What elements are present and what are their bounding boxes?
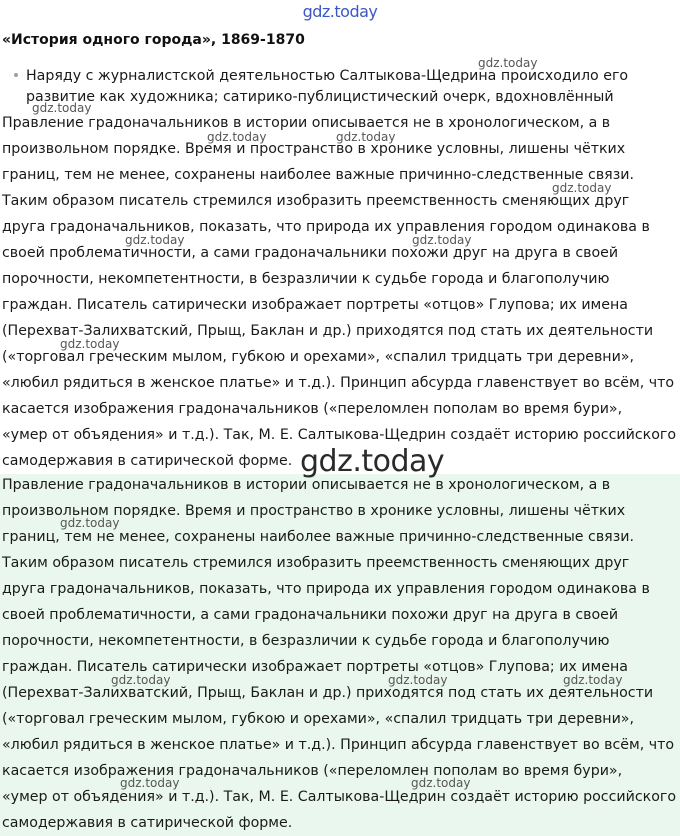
text-line: произвольном порядке. Время и пространство в хронике условны, лишены чётких	[2, 503, 626, 519]
text-line: Таким образом писатель стремился изобразить преемственность сменяющих друг	[2, 193, 630, 209]
text-line: «умер от объядения» и т.д.). Так, М. Е. Салтыкова-Щедрин создаёт историю российского	[2, 789, 677, 805]
watermark: gdz.today	[207, 130, 267, 144]
text-line: Правление градоначальников в истории описывается не в хронологическом, а в	[2, 115, 611, 131]
text-line: самодержавия в сатирической форме.	[2, 815, 293, 831]
text-line: Правление градоначальников в истории описывается не в хронологическом, а в	[2, 477, 611, 493]
text-line: своей проблематичности, а сами градоначальники похожи друг на друга в своей	[2, 607, 619, 623]
text-line: («торговал греческим мылом, губкою и орехами», «спалил тридцать три деревни»,	[2, 711, 634, 727]
text-line: порочности, некомпетентности, в безразличии к судьбе города и благополучию	[2, 633, 610, 649]
site-logo[interactable]: gdz.today	[302, 2, 378, 21]
text-line: (Перехват-Залихватский, Прыщ, Баклан и др.) приходятся под стать их деятельности	[2, 323, 654, 339]
watermark: gdz.today	[120, 776, 180, 790]
bullet-line: развитие как художника; сатирико-публицистический очерк, вдохновлённый	[26, 89, 614, 105]
text-line: касается изображения градоначальников («переломлен пополам во время бури»,	[2, 763, 623, 779]
text-line: произвольном порядке. Время и пространство в хронике условны, лишены чётких	[2, 141, 626, 157]
text-line: граждан. Писатель сатирически изображает портреты «отцов» Глупова; их имена	[2, 659, 628, 675]
section-title: «История одного города», 1869-1870	[2, 32, 305, 48]
text-line: граждан. Писатель сатирически изображает портреты «отцов» Глупова; их имена	[2, 297, 628, 313]
large-watermark: gdz.today	[300, 444, 445, 479]
text-line: друга градоначальников, показать, что природа их управления городом одинакова в	[2, 581, 650, 597]
text-line: границ, тем не менее, сохранены наиболее важные причинно-следственные связи.	[2, 529, 634, 545]
watermark: gdz.today	[388, 673, 448, 687]
text-line: касается изображения градоначальников («переломлен пополам во время бури»,	[2, 401, 623, 417]
watermark: gdz.today	[125, 233, 185, 247]
watermark: gdz.today	[32, 101, 92, 115]
watermark: gdz.today	[111, 673, 171, 687]
text-line: друга градоначальников, показать, что природа их управления городом одинакова в	[2, 219, 650, 235]
watermark: gdz.today	[60, 337, 120, 351]
watermark: gdz.today	[563, 673, 623, 687]
text-line: границ, тем не менее, сохранены наиболее важные причинно-следственные связи.	[2, 167, 634, 183]
text-line: порочности, некомпетентности, в безразличии к судьбе города и благополучию	[2, 271, 610, 287]
bullet-line: Наряду с журналистской деятельностью Салтыкова-Щедрина происходило его	[26, 68, 629, 84]
text-line: «любил рядиться в женское платье» и т.д.). Принцип абсурда главенствует во всём, что	[2, 737, 675, 753]
watermark: gdz.today	[412, 233, 472, 247]
watermark: gdz.today	[478, 56, 538, 70]
text-line: самодержавия в сатирической форме.	[2, 453, 293, 469]
bullet-dot-icon	[14, 73, 18, 77]
watermark: gdz.today	[411, 776, 471, 790]
text-line: («торговал греческим мылом, губкою и орехами», «спалил тридцать три деревни»,	[2, 349, 634, 365]
watermark: gdz.today	[552, 181, 612, 195]
text-line: своей проблематичности, а сами градоначальники похожи друг на друга в своей	[2, 245, 619, 261]
text-line: «любил рядиться в женское платье» и т.д.). Принцип абсурда главенствует во всём, что	[2, 375, 675, 391]
text-line: Таким образом писатель стремился изобразить преемственность сменяющих друг	[2, 555, 630, 571]
text-line: (Перехват-Залихватский, Прыщ, Баклан и др.) приходятся под стать их деятельности	[2, 685, 654, 701]
watermark: gdz.today	[60, 516, 120, 530]
text-line: «умер от объядения» и т.д.). Так, М. Е. Салтыкова-Щедрин создаёт историю российского	[2, 427, 677, 443]
watermark: gdz.today	[336, 130, 396, 144]
